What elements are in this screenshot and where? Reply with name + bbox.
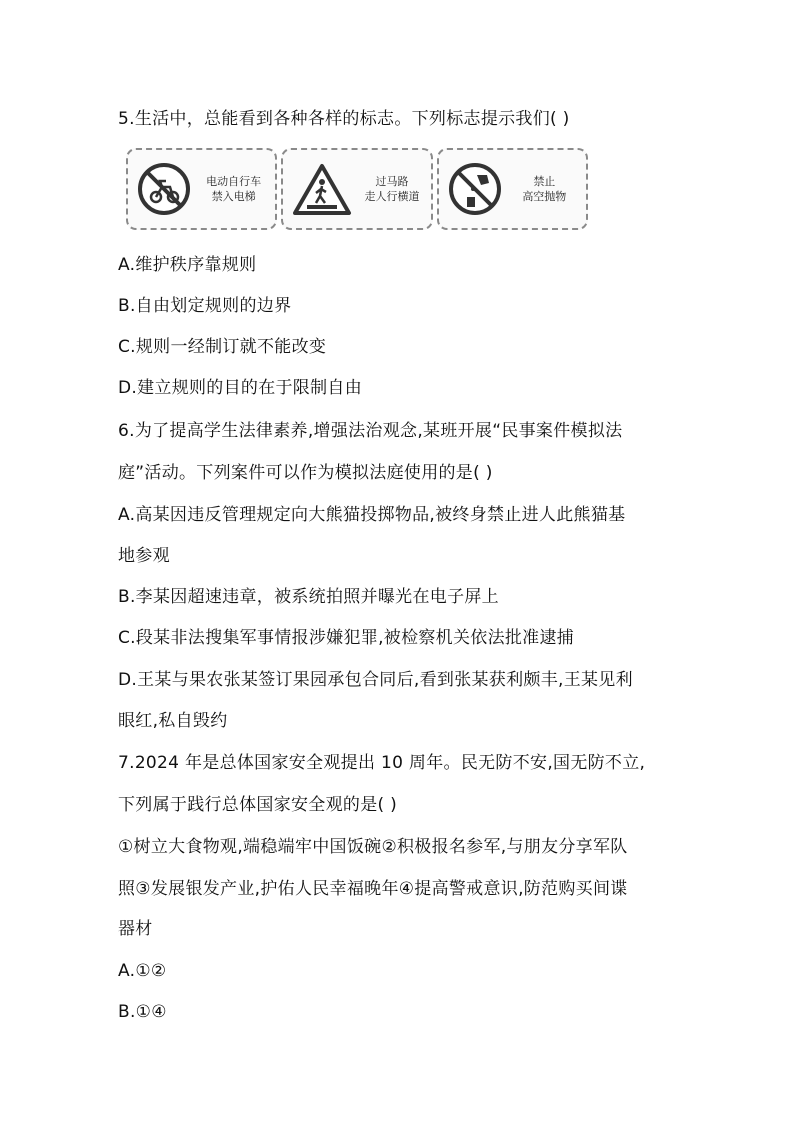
question-6-stem-line1: 6.为了提高学生法律素养,增强法治观念,某班开展“民事案件模拟法	[118, 421, 623, 441]
sign-label-line2: 走人行横道	[364, 190, 420, 203]
no-ebike-in-elevator-icon	[136, 161, 192, 217]
question-6-stem-line2: 庭”活动。下列案件可以作为模拟法庭使用的是( )	[118, 463, 493, 483]
sign-images-row	[126, 148, 588, 230]
question-6-option-a-cont: 地参观	[118, 546, 170, 566]
question-7-stem-line1: 7.2024 年是总体国家安全观提出 10 周年。民无防不安,国无防不立,	[118, 753, 646, 773]
question-6-option-a: A.高某因违反管理规定向大熊猫投掷物品,被终身禁止进人此熊猫基	[118, 505, 626, 525]
question-6-option-d-cont: 眼红,私自毁约	[118, 711, 228, 731]
question-5-option-d: D.建立规则的目的在于限制自由	[118, 378, 362, 398]
sign-no-ebike-elevator	[126, 148, 277, 230]
question-5-option-a: A.维护秩序靠规则	[118, 255, 257, 275]
question-6-option-c: C.段某非法搜集军事情报涉嫌犯罪,被检察机关依法批准逮捕	[118, 628, 575, 648]
sign-label-line2: 禁入电梯	[211, 190, 256, 203]
question-5-stem: 5.生活中，总能看到各种各样的标志。下列标志提示我们( )	[118, 109, 570, 129]
pedestrian-crossing-icon	[291, 161, 353, 217]
sign-label-line1: 过马路	[375, 175, 409, 188]
sign-no-throwing	[437, 148, 588, 230]
question-7-stem-line3: ①树立大食物观,端稳端牢中国饭碗②积极报名参军,与朋友分享军队	[118, 837, 628, 857]
question-5-option-c: C.规则一经制订就不能改变	[118, 337, 327, 357]
question-6-option-d: D.王某与果农张某签订果园承包合同后,看到张某获利颇丰,王某见利	[118, 670, 633, 690]
question-7-stem-line5: 器材	[118, 919, 153, 939]
sign-label-line2: 高空抛物	[522, 190, 567, 203]
sign-pedestrian-crossing	[281, 148, 432, 230]
question-7-stem-line4: 照③发展银发产业,护佑人民幸福晚年④提高警戒意识,防范购买间谍	[118, 879, 628, 899]
question-7-stem-line2: 下列属于践行总体国家安全观的是( )	[118, 795, 398, 815]
question-7-option-b: B.①④	[118, 1002, 167, 1022]
sign-label-line1: 禁止	[533, 175, 556, 188]
question-7-option-a: A.①②	[118, 961, 167, 981]
question-6-option-b: B.李某因超速违章，被系统拍照并曝光在电子屏上	[118, 587, 499, 607]
question-5-option-b: B.自由划定规则的边界	[118, 296, 292, 316]
no-throwing-from-height-icon	[447, 161, 503, 217]
sign-label-line1: 电动自行车	[206, 175, 262, 188]
